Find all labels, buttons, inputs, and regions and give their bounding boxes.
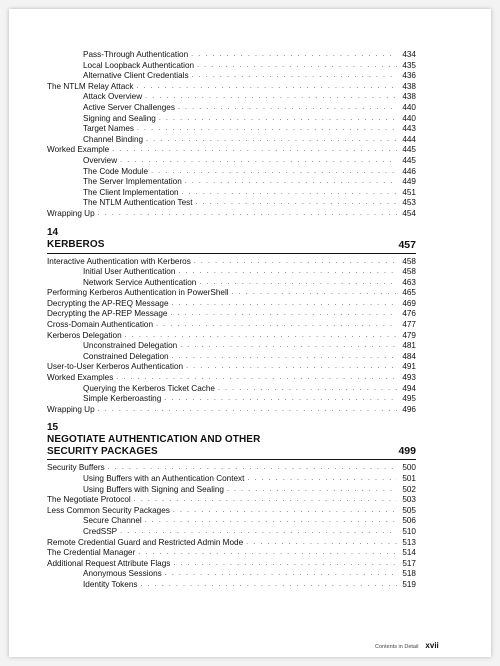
toc-entry-title: The NTLM Authentication Test xyxy=(83,198,193,208)
toc-entry-title: The Client Implementation xyxy=(83,187,179,197)
dot-leader xyxy=(196,198,397,209)
chapter-title-line: NEGOTIATE AUTHENTICATION AND OTHER xyxy=(47,434,261,446)
toc-subentry[interactable] xyxy=(47,124,416,135)
toc-entry-title: Unconstrained Delegation xyxy=(83,341,178,351)
toc-subentry[interactable] xyxy=(47,474,416,485)
toc-entry-title: Remote Credential Guard and Restricted Admin Mode xyxy=(47,537,244,547)
chapter-number: 15 xyxy=(47,422,59,434)
toc-entry-page: 445 xyxy=(402,145,416,155)
toc-entry-page: 451 xyxy=(402,187,416,197)
toc-entry-page: 505 xyxy=(402,505,416,515)
dot-leader xyxy=(120,156,397,167)
toc-entry-page: 440 xyxy=(402,102,416,112)
toc-entry-title: Identity Tokens xyxy=(83,579,138,589)
dot-leader xyxy=(146,135,397,146)
dot-leader xyxy=(151,167,397,178)
toc-entry-title: The Server Implementation xyxy=(83,177,182,187)
dot-leader xyxy=(247,474,397,485)
toc-subentry[interactable] xyxy=(47,188,416,199)
toc-entry[interactable] xyxy=(47,331,416,342)
document-page xyxy=(9,9,491,657)
dot-leader xyxy=(172,352,397,363)
footer-page-number: xvii xyxy=(425,641,439,650)
toc-entry-title: Wrapping Up xyxy=(47,404,95,414)
toc-entry-title: Signing and Sealing xyxy=(83,113,156,123)
toc-entry-page: 438 xyxy=(402,92,416,102)
toc-entry-page: 514 xyxy=(402,548,416,558)
toc-entry-page: 510 xyxy=(402,526,416,536)
toc-entry-page: 491 xyxy=(402,362,416,372)
toc-entry-title: Active Server Challenges xyxy=(83,102,175,112)
toc-entry-title: Decrypting the AP-REQ Message xyxy=(47,298,169,308)
dot-leader xyxy=(98,209,397,220)
toc-entry-title: Decrypting the AP-REP Message xyxy=(47,309,168,319)
toc-entry-page: 500 xyxy=(402,463,416,473)
toc-entry-page: 518 xyxy=(402,569,416,579)
toc-subentry[interactable] xyxy=(47,485,416,496)
dot-leader xyxy=(159,114,397,125)
dot-leader xyxy=(185,177,397,188)
toc-entry-title: Overview xyxy=(83,155,118,165)
toc-entry-title: Local Loopback Authentication xyxy=(83,60,195,70)
toc-entry-title: Querying the Kerberos Ticket Cache xyxy=(83,383,215,393)
dot-leader xyxy=(180,341,397,352)
toc-entry-page: 513 xyxy=(402,537,416,547)
dot-leader xyxy=(218,384,397,395)
toc-subentry[interactable] xyxy=(47,384,416,395)
toc-entry[interactable] xyxy=(47,506,416,517)
toc-subentry[interactable] xyxy=(47,50,416,61)
toc-entry-page: 435 xyxy=(402,60,416,70)
toc-entry-page: 454 xyxy=(402,208,416,218)
toc-entry-title: User-to-User Kerberos Authentication xyxy=(47,362,184,372)
toc-entry-page: 481 xyxy=(402,341,416,351)
toc-entry-title: Additional Request Attribute Flags xyxy=(47,558,171,568)
chapter-page-number: 499 xyxy=(398,445,416,458)
toc-subentry[interactable] xyxy=(47,177,416,188)
toc-entry-title: The NTLM Relay Attack xyxy=(47,81,134,91)
toc-subentry[interactable] xyxy=(47,580,416,591)
toc-entry-title: Pass-Through Authentication xyxy=(83,50,189,59)
chapter-title xyxy=(47,434,260,457)
toc-subentry[interactable] xyxy=(47,527,416,538)
toc-entry-page: 446 xyxy=(402,166,416,176)
dot-leader xyxy=(134,495,397,506)
toc-subentry[interactable] xyxy=(47,61,416,72)
toc-entry-title: The Code Module xyxy=(83,166,149,176)
chapter-page-number: 457 xyxy=(398,238,416,251)
toc-entry[interactable] xyxy=(47,257,416,268)
toc-entry-page: 438 xyxy=(402,81,416,91)
dot-leader xyxy=(232,288,397,299)
toc-entry[interactable] xyxy=(47,373,416,384)
toc-subentry[interactable] xyxy=(47,198,416,209)
toc-entry-page: 463 xyxy=(402,277,416,287)
footer-label: Contents in Detail xyxy=(375,644,419,650)
toc-entry-title: Attack Overview xyxy=(83,92,143,102)
dot-leader xyxy=(227,485,397,496)
dot-leader xyxy=(116,373,397,384)
toc-subentry[interactable] xyxy=(47,516,416,527)
toc-entry-title: The Credential Manager xyxy=(47,548,136,558)
dot-leader xyxy=(197,61,397,72)
toc-entry-title: Interactive Authentication with Kerberos xyxy=(47,256,191,266)
toc-entry-page: 496 xyxy=(402,404,416,414)
toc-entry-title: Less Common Security Packages xyxy=(47,505,170,515)
toc-entry-title: Security Buffers xyxy=(47,463,105,473)
dot-leader xyxy=(120,527,397,538)
chapter-rule xyxy=(47,459,416,460)
toc-entry[interactable] xyxy=(47,299,416,310)
toc-entry-page: 458 xyxy=(402,267,416,277)
dot-leader xyxy=(140,580,397,591)
toc-subentry[interactable] xyxy=(47,278,416,289)
toc-entry-page: 469 xyxy=(402,298,416,308)
toc-entry-page: 517 xyxy=(402,558,416,568)
toc-entry-page: 495 xyxy=(402,394,416,404)
toc-entry[interactable] xyxy=(47,495,416,506)
toc-entry-page: 449 xyxy=(402,177,416,187)
dot-leader xyxy=(108,463,397,474)
toc-entry-page: 453 xyxy=(402,198,416,208)
toc-subentry[interactable] xyxy=(47,341,416,352)
toc-entry-title: Network Service Authentication xyxy=(83,277,197,287)
toc-entry[interactable] xyxy=(47,209,416,220)
toc-entry[interactable] xyxy=(47,288,416,299)
dot-leader xyxy=(164,394,397,405)
chapter-title-line: SECURITY PACKAGES xyxy=(47,445,158,457)
dot-leader xyxy=(165,569,397,580)
toc-entry[interactable] xyxy=(47,405,416,416)
toc-entry[interactable] xyxy=(47,538,416,549)
toc-entry-title: Kerberos Delegation xyxy=(47,330,122,340)
toc-entry-title: Constrained Delegation xyxy=(83,351,169,361)
toc-entry-page: 434 xyxy=(402,50,416,59)
table-of-contents xyxy=(47,50,416,591)
toc-entry-title: Secure Channel xyxy=(83,516,142,526)
toc-subentry[interactable] xyxy=(47,135,416,146)
chapter-title-row xyxy=(47,434,416,457)
chapter-title-line: KERBEROS xyxy=(47,239,105,250)
toc-entry-page: 444 xyxy=(402,134,416,144)
toc-entry-title: CredSSP xyxy=(83,526,118,536)
page-footer xyxy=(375,641,439,650)
toc-entry-page: 445 xyxy=(402,155,416,165)
toc-entry-title: Alternative Client Credentials xyxy=(83,71,189,81)
toc-entry[interactable] xyxy=(47,82,416,93)
toc-entry-page: 484 xyxy=(402,351,416,361)
toc-entry[interactable] xyxy=(47,362,416,373)
dot-leader xyxy=(138,548,397,559)
dot-leader xyxy=(178,103,397,114)
toc-entry-title: Target Names xyxy=(83,124,134,134)
chapter-heading xyxy=(47,422,416,460)
dot-leader xyxy=(98,405,397,416)
toc-subentry[interactable] xyxy=(47,267,416,278)
dot-leader xyxy=(192,71,397,82)
dot-leader xyxy=(112,145,397,156)
toc-entry-page: 443 xyxy=(402,124,416,134)
toc-entry-page: 458 xyxy=(402,256,416,266)
dot-leader xyxy=(194,257,397,268)
toc-subentry[interactable] xyxy=(47,156,416,167)
toc-entry-title: Performing Kerberos Authentication in PowerShell xyxy=(47,288,229,298)
toc-entry-title: Wrapping Up xyxy=(47,208,95,218)
chapter-heading xyxy=(47,227,416,254)
toc-entry-title: Cross-Domain Authentication xyxy=(47,320,154,330)
dot-leader xyxy=(186,362,397,373)
dot-leader xyxy=(173,559,397,570)
toc-entry-page: 502 xyxy=(402,484,416,494)
dot-leader xyxy=(137,124,397,135)
toc-entry-page: 503 xyxy=(402,495,416,505)
toc-subentry[interactable] xyxy=(47,569,416,580)
toc-entry-title: Channel Binding xyxy=(83,134,144,144)
toc-subentry[interactable] xyxy=(47,394,416,405)
toc-entry[interactable] xyxy=(47,320,416,331)
dot-leader xyxy=(145,516,397,527)
dot-leader xyxy=(156,320,397,331)
toc-entry[interactable] xyxy=(47,463,416,474)
toc-entry-title: Anonymous Sessions xyxy=(83,569,162,579)
dot-leader xyxy=(125,331,397,342)
toc-entry-title: Using Buffers with an Authentication Context xyxy=(83,474,245,483)
dot-leader xyxy=(191,50,397,61)
toc-entry-title: Using Buffers with Signing and Sealing xyxy=(83,484,224,494)
chapter-title-row xyxy=(47,239,416,251)
dot-leader xyxy=(178,267,397,278)
toc-entry-title: Initial User Authentication xyxy=(83,267,176,277)
toc-subentry[interactable] xyxy=(47,71,416,82)
toc-entry-page: 477 xyxy=(402,320,416,330)
toc-entry-title: Simple Kerberoasting xyxy=(83,394,162,404)
chapter-title xyxy=(47,239,104,251)
toc-entry-page: 440 xyxy=(402,113,416,123)
dot-leader xyxy=(145,92,397,103)
dot-leader xyxy=(136,82,397,93)
toc-entry-title: Worked Example xyxy=(47,145,110,155)
dot-leader xyxy=(199,278,397,289)
toc-entry[interactable] xyxy=(47,145,416,156)
toc-entry-page: 476 xyxy=(402,309,416,319)
toc-entry-page: 519 xyxy=(402,579,416,589)
toc-entry[interactable] xyxy=(47,559,416,570)
dot-leader xyxy=(170,309,397,320)
toc-entry-page: 479 xyxy=(402,330,416,340)
toc-subentry[interactable] xyxy=(47,103,416,114)
toc-entry-page: 436 xyxy=(402,71,416,81)
toc-subentry[interactable] xyxy=(47,167,416,178)
toc-entry-page: 506 xyxy=(402,516,416,526)
toc-subentry[interactable] xyxy=(47,114,416,125)
toc-subentry[interactable] xyxy=(47,92,416,103)
dot-leader xyxy=(182,188,397,199)
toc-entry[interactable] xyxy=(47,548,416,559)
toc-entry[interactable] xyxy=(47,309,416,320)
toc-entry-page: 494 xyxy=(402,383,416,393)
toc-subentry[interactable] xyxy=(47,352,416,363)
chapter-number: 14 xyxy=(47,226,59,238)
toc-entry-page: 493 xyxy=(402,373,416,383)
toc-entry-title: Worked Examples xyxy=(47,373,114,383)
dot-leader xyxy=(172,299,397,310)
toc-entry-page: 501 xyxy=(402,474,416,483)
dot-leader xyxy=(246,538,397,549)
chapter-rule xyxy=(47,253,416,254)
toc-entry-title: The Negotiate Protocol xyxy=(47,495,131,505)
dot-leader xyxy=(173,506,397,517)
toc-entry-page: 465 xyxy=(402,288,416,298)
